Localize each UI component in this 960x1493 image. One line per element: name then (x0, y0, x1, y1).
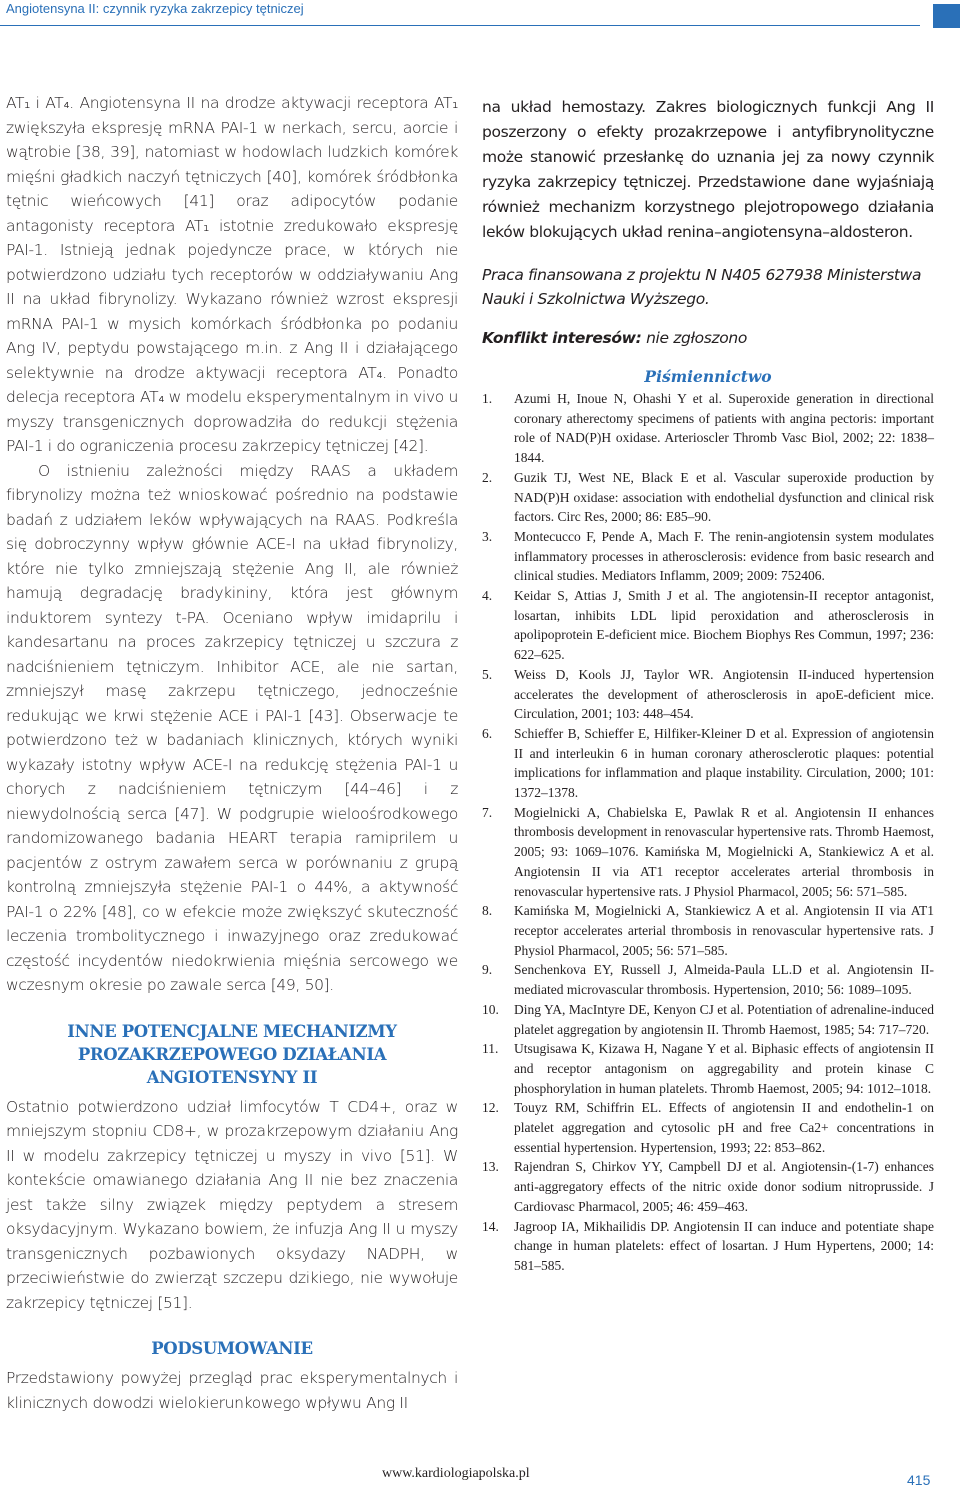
references-list (482, 389, 934, 1276)
conflict-value: nie zgłoszono (646, 329, 748, 347)
reference-item (482, 527, 934, 586)
conflict-of-interest (482, 327, 934, 349)
reference-number: 9. (482, 962, 493, 978)
reference-text: Guzik TJ, West NE, Black E et al. Vascular superoxide production by NAD(P)H oxidase: association with endothelial dysfunction and clinical risk factors. Circ Res, 2000; 86: E85–90. (514, 469, 934, 525)
left-paragraph-2: O istnieniu zależności między RAAS a układem fibrynolizy można też wnioskować pośrednio na podstawie badań z udziałem leków wpływających na RAAS. Podkreśla się dobroczynny wpływ głównie ACE-I na układ fibrynolizy, które nie tylko zmniejszają stężenie Ang II, ale również hamują degradację bradykininy, która jest głównym induktorem syntezy t-PA. Oceniano wpływ imidaprilu i kandesartanu na proces zakrzepicy tętniczej u szczura z nadciśnieniem tętniczym. Inhibitor ACE, ale nie sartan, zmniejszył masę zakrzepu tętniczego, jednocześnie redukując we krwi stężenie ACE i PAI-1 [43]. Obserwacje te potwierdzono też w badaniach klinicznych, których wyniki wykazały istotny wpływ ACE-I na redukcję stężenia PAI-1 u chorych z nadciśnieniem tętniczym [44–46] i z niewydolnością serca [47]. W podgrupie wieloośrodkowego randomizowanego badania HEART terapia ramiprilem u pacjentów z ostrym zawałem serca w porównaniu z grupą kontrolną zmniejszyła stężenie PAI-1 o 44%, a aktywność PAI-1 o 22% [48], co w efekcie może zwiększyć skuteczność leczenia trombolitycznego i inwazyjnego oraz zredukować częstość incydentów niedokrwienia mięśnia sercowego we wczesnym okresie po zawale serca [49, 50]. (6, 461, 458, 994)
journal-url[interactable]: www.kardiologiapolska.pl (382, 1466, 530, 1481)
section-heading-summary (6, 1337, 458, 1360)
reference-text: Jagroop IA, Mikhailidis DP. Angiotensin II can induce and potentiate shape change in human platelets: effect of losartan. J Hum Hypertens, 2000; 14: 581–585. (514, 1218, 934, 1273)
heading-line: PROZAKRZEPOWEGO DZIAŁANIA (77, 1044, 387, 1064)
reference-number: 12. (482, 1100, 499, 1116)
heading-line: ANGIOTENSYNY II (146, 1067, 318, 1087)
reference-text: Ding YA, MacIntyre DE, Kenyon CJ et al. Potentiation of adrenaline-induced platelet aggregation by angiotensin II. Thromb Haemost, 1985; 54: 717–720. (514, 1001, 934, 1037)
reference-number: 11. (482, 1041, 499, 1057)
right-column (482, 95, 934, 1276)
reference-item (482, 1039, 934, 1098)
reference-number: 13. (482, 1159, 499, 1175)
left-paragraph-4: Przedstawiony powyżej przegląd prac eksperymentalnych i klinicznych dowodzi wielokierunkowego wpływu Ang II (6, 1369, 458, 1412)
reference-text: Kamińska M, Mogielnicki A, Stankiewicz A et al. Angiotensin II via AT1 receptor accelerates arterial thrombosis in renovascular hypertensive rats. J Physiol Pharmacol, 2005; 56: 571–585. (514, 903, 934, 958)
reference-number: 7. (482, 804, 493, 820)
reference-number: 2. (482, 469, 493, 485)
reference-number: 5. (482, 666, 493, 682)
reference-item (482, 960, 934, 999)
reference-number: 4. (482, 588, 493, 604)
reference-item (482, 1000, 934, 1039)
reference-number: 6. (482, 725, 493, 741)
reference-text: Mogielnicki A, Chabielska E, Pawlak R et al. Angiotensin II enhances thrombosis development in renovascular hypertensive rats. Thromb Haemost, 2005; 93: 1069–1076. Kamińska M, Mogielnicki A, Stankiewicz A et al. Angiotensin II via AT1 receptor accelerates arterial thrombosis in renovascular hypertensive rats. J Physiol Pharmacol, 2005; 56: 571–585. (514, 804, 934, 899)
conflict-label: Konflikt interesów: (482, 329, 642, 347)
reference-text: Keidar S, Attias J, Smith J et al. The angiotensin-II receptor antagonist, losartan, inhibits LDL lipid peroxidation and atherosclerosis in apolipoprotein E-deficient mice. Biochem Biophys Res Commun, 1997; 236: 622–625. (514, 588, 934, 663)
reference-number: 10. (482, 1001, 499, 1017)
reference-item (482, 1098, 934, 1157)
reference-item (482, 586, 934, 665)
reference-item (482, 1157, 934, 1216)
reference-text: Azumi H, Inoue N, Ohashi Y et al. Superoxide generation in directional coronary atherectomy specimens of patients with angina pectoris: important role of NAD(P)H oxidase. Arterioscler Thromb Vasc Biol, 2002; 22: 1838–1844. (514, 391, 934, 466)
page-number: 415 (907, 1472, 931, 1488)
reference-item (482, 901, 934, 960)
left-paragraph-1: AT₁ i AT₄. Angiotensyna II na drodze aktywacji receptora AT₁ zwiększyła ekspresję mRNA PAI-1 w nerkach, sercu, aorcie i wątrobie [38, 39], natomiast w hodowlach ludzkich komórek mięśni gładkich naczyń tętniczych [40], komórek śródbłonka tętnic wieńcowych [41] oraz adipocytów podanie antagonisty receptora AT₁ istotnie zredukowało ekspresję PAI-1. Istnieją jednak pojedyncze prace, w których nie potwierdzono udziału tych receptorów w oddziaływaniu Ang II na układ fibrynolizy. Wykazano również wzrost ekspresji mRNA PAI-1 w mysich komórkach śródbłonka po podaniu Ang IV, peptydu powstającego m.in. z Ang II i działającego selektywnie na drodze aktywacji receptora AT₄. Ponadto delecja receptora AT₄ w modelu eksperymentalnym in vivo u myszy transgenicznych doprowadziła do redukcji stężenia PAI-1 i do ograniczenia procesu zakrzepicy tętniczej [42]. (6, 94, 458, 455)
reference-item (482, 468, 934, 527)
reference-text: Weiss D, Kools JJ, Taylor WR. Angiotensin II-induced hypertension accelerates the development of atherosclerosis in apoE-deficient mice. Circulation, 2001; 103: 448–454. (514, 666, 934, 722)
funding-note: Praca finansowana z projektu N N405 627938 Ministerstwa Nauki i Szkolnictwa Wyższego. (482, 266, 922, 308)
reference-item (482, 1217, 934, 1276)
reference-item (482, 665, 934, 724)
reference-number: 1. (482, 391, 493, 406)
reference-item (482, 724, 934, 803)
right-paragraph-1: na układ hemostazy. Zakres biologicznych funkcji Ang II poszerzony o efekty prozakrzepowe i antyfibrynolityczne może stanowić przesłankę do uznania jej za nowy czynnik ryzyka zakrzepicy tętniczej. Przedstawione dane wyjaśniają również mechanizm korzystnego plejotropowego działania leków blokujących układ renina–angiotensyna–aldosteron. (482, 98, 934, 241)
section-heading-other-mechanisms (6, 1020, 458, 1089)
reference-text: Schieffer B, Schieffer E, Hilfiker-Kleiner D et al. Expression of angiotensin II and interleukin 6 in human coronary atherosclerotic plaques: potential implications for inflammation and plaque instability. Circulation, 2000; 101: 1372–1378. (514, 725, 934, 801)
header-accent-square (933, 4, 960, 28)
reference-text: Senchenkova EY, Russell J, Almeida-Paula LL.D et al. Angiotensin II-mediated microvascular thrombosis. Hypertension, 2010; 56: 1089–1095. (514, 962, 934, 998)
left-paragraph-3: Ostatnio potwierdzono udział limfocytów T CD4+, oraz w mniejszym stopniu CD8+, w prozakrzepowym działaniu Ang II w modelu zakrzepicy tętniczej u myszy in vivo [51]. W kontekście omawianego działania Ang II nie bez znaczenia jest także silny związek między peptydem a stresem oksydacyjnym. Wykazano bowiem, że infuzja Ang II u myszy transgenicznych pozbawionych oksydazy NADPH, w przeciwieństwie do zwierząt szczepu dzikiego, nie wywołuje zakrzepicy tętniczej [51]. (6, 1097, 458, 1312)
left-column (6, 91, 458, 1415)
reference-item (482, 389, 934, 468)
reference-item (482, 803, 934, 902)
reference-text: Rajendran S, Chirkov YY, Campbell DJ et al. Angiotensin-(1-7) enhances anti-aggregatory effects of the nitric oxide donor sodium nitroprusside. J Cardiovasc Pharmacol, 2005; 46: 459–463. (514, 1159, 934, 1214)
reference-number: 8. (482, 903, 493, 919)
heading-line: PODSUMOWANIE (151, 1339, 313, 1358)
references-heading: Piśmiennictwo (644, 367, 772, 386)
reference-number: 14. (482, 1218, 499, 1234)
heading-line: INNE POTENCJALNE MECHANIZMY (67, 1021, 397, 1041)
reference-text: Touyz RM, Schiffrin EL. Effects of angiotensin II and endothelin-1 on platelet aggregation and cytosolic pH and free Ca2+ concentrations in essential hypertension. Hypertension, 1993; 22: 853–862. (514, 1100, 934, 1155)
running-head: Angiotensyna II: czynnik ryzyka zakrzepicy tętniczej (6, 1, 304, 16)
header-divider (0, 25, 920, 26)
reference-number: 3. (482, 528, 493, 544)
reference-text: Montecucco F, Pende A, Mach F. The renin-angiotensin system modulates inflammatory processes in atherosclerosis: evidence from basic research and clinical studies. Mediators Inflamm, 2009; 2009: 752406. (514, 528, 934, 584)
reference-text: Utsugisawa K, Kizawa H, Nagane Y et al. Biphasic effects of angiotensin II and receptor antagonism on aggregability and protein kinase C phosphorylation in human platelets. Thromb Haemost, 2005; 94: 1012–1018. (514, 1041, 934, 1096)
